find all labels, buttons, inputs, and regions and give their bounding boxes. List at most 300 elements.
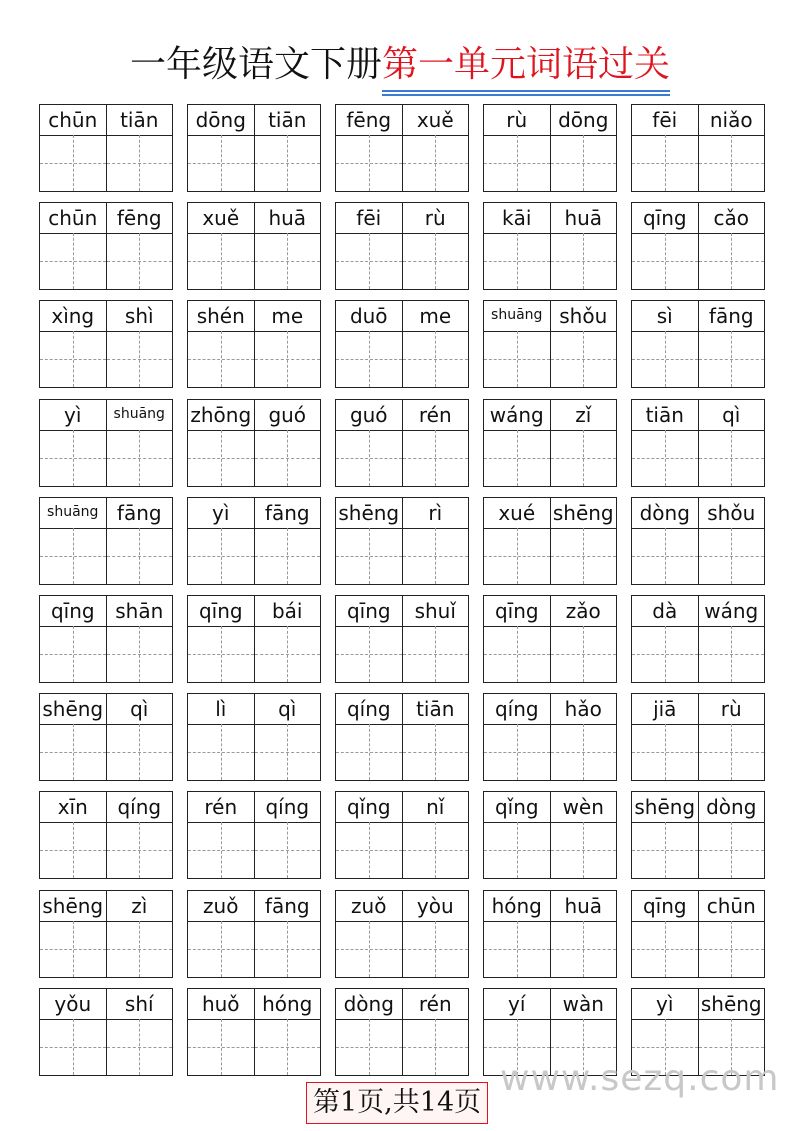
- pinyin-syllable: xuě: [202, 206, 240, 231]
- writing-row: [40, 528, 172, 584]
- writing-row: [40, 921, 172, 977]
- word-box: [631, 595, 765, 683]
- pinyin-syllable: qì: [106, 694, 173, 724]
- tianzige-cell[interactable]: [632, 430, 698, 486]
- pinyin-row: [336, 792, 468, 823]
- tianzige-cell[interactable]: [402, 430, 469, 486]
- writing-row: [188, 233, 320, 289]
- pinyin-row: [188, 301, 320, 332]
- tianzige-cell[interactable]: [254, 430, 321, 486]
- word-box: [187, 693, 321, 781]
- pinyin-syllable: cǎo: [698, 203, 765, 233]
- tianzige-cell[interactable]: [484, 921, 550, 977]
- pinyin-syllable: shí: [106, 989, 173, 1019]
- tianzige-cell[interactable]: [106, 528, 173, 584]
- pinyin-syllable: duō: [349, 304, 388, 329]
- tianzige-cell[interactable]: [402, 135, 469, 191]
- word-box: [631, 300, 765, 388]
- pinyin-syllable: chūn: [48, 206, 98, 231]
- writing-row: [336, 626, 468, 682]
- tianzige-cell[interactable]: [632, 331, 698, 387]
- pinyin-row: [336, 694, 468, 725]
- tianzige-cell[interactable]: [698, 822, 765, 878]
- writing-row: [336, 724, 468, 780]
- tianzige-cell[interactable]: [188, 528, 254, 584]
- word-box: [335, 595, 469, 683]
- pinyin-row: [40, 301, 172, 332]
- word-box: [187, 497, 321, 585]
- word-box: [39, 595, 173, 683]
- pinyin-syllable: shēng: [42, 697, 104, 722]
- writing-row: [188, 331, 320, 387]
- pinyin-syllable: kāi: [502, 206, 532, 231]
- pinyin-syllable: xìng: [51, 304, 95, 329]
- tianzige-cell[interactable]: [632, 921, 698, 977]
- word-box: [631, 693, 765, 781]
- pinyin-syllable: shān: [106, 596, 173, 626]
- pinyin-syllable: yì: [212, 500, 230, 525]
- word-box: [39, 988, 173, 1076]
- tianzige-cell[interactable]: [402, 724, 469, 780]
- title-unit-part: 第一单元词语过关: [382, 42, 670, 92]
- writing-row: [188, 135, 320, 191]
- pinyin-row: [632, 792, 764, 823]
- pinyin-syllable: qīng: [642, 893, 687, 918]
- pinyin-syllable: me: [402, 301, 469, 331]
- pinyin-row: [484, 301, 616, 332]
- pinyin-row: [336, 596, 468, 627]
- pinyin-syllable: zì: [106, 891, 173, 921]
- pinyin-syllable: zǐ: [550, 400, 617, 430]
- writing-row: [632, 331, 764, 387]
- writing-row: [484, 724, 616, 780]
- pinyin-syllable: fēi: [652, 108, 678, 132]
- tianzige-cell[interactable]: [698, 233, 765, 289]
- tianzige-cell[interactable]: [106, 331, 173, 387]
- tianzige-cell[interactable]: [106, 724, 173, 780]
- tianzige-cell[interactable]: [336, 724, 402, 780]
- word-box: [483, 104, 617, 192]
- word-row: [39, 890, 769, 978]
- pinyin-row: [188, 105, 320, 136]
- tianzige-cell[interactable]: [336, 626, 402, 682]
- tianzige-cell[interactable]: [550, 921, 617, 977]
- word-row: [39, 202, 769, 290]
- pinyin-syllable: yǒu: [54, 991, 92, 1016]
- writing-row: [336, 1019, 468, 1075]
- pinyin-syllable: yí: [508, 991, 526, 1016]
- pinyin-row: [484, 400, 616, 431]
- word-box: [39, 791, 173, 879]
- tianzige-cell[interactable]: [484, 430, 550, 486]
- tianzige-cell[interactable]: [698, 331, 765, 387]
- pinyin-syllable: wáng: [489, 402, 544, 427]
- pinyin-row: [336, 400, 468, 431]
- pinyin-row: [632, 301, 764, 332]
- writing-row: [188, 1019, 320, 1075]
- pinyin-syllable: qīng: [346, 599, 391, 623]
- tianzige-cell[interactable]: [40, 528, 106, 584]
- tianzige-cell[interactable]: [40, 724, 106, 780]
- word-box: [335, 497, 469, 585]
- writing-row: [484, 921, 616, 977]
- tianzige-cell[interactable]: [40, 430, 106, 486]
- pinyin-syllable: qīng: [494, 599, 539, 623]
- tianzige-cell[interactable]: [40, 135, 106, 191]
- tianzige-cell[interactable]: [402, 233, 469, 289]
- tianzige-cell[interactable]: [188, 135, 254, 191]
- pinyin-syllable: sì: [656, 304, 673, 329]
- word-box: [187, 300, 321, 388]
- pinyin-syllable: bái: [254, 596, 321, 626]
- tianzige-cell[interactable]: [550, 233, 617, 289]
- tianzige-cell[interactable]: [402, 1019, 469, 1075]
- pinyin-row: [188, 792, 320, 823]
- writing-row: [484, 233, 616, 289]
- tianzige-cell[interactable]: [106, 921, 173, 977]
- pinyin-syllable: yì: [656, 991, 674, 1016]
- pinyin-syllable: qǐng: [494, 795, 539, 820]
- tianzige-cell[interactable]: [550, 528, 617, 584]
- pinyin-syllable: shén: [196, 304, 245, 329]
- pinyin-syllable: hóng: [491, 893, 542, 918]
- pinyin-row: [336, 203, 468, 234]
- pinyin-syllable: shēng: [634, 795, 696, 820]
- pinyin-syllable: shǒu: [698, 498, 765, 528]
- tianzige-cell[interactable]: [254, 724, 321, 780]
- tianzige-cell[interactable]: [40, 921, 106, 977]
- word-box: [483, 890, 617, 978]
- tianzige-cell[interactable]: [632, 822, 698, 878]
- tianzige-cell[interactable]: [254, 1019, 321, 1075]
- tianzige-cell[interactable]: [550, 822, 617, 878]
- pinyin-syllable: fēng: [346, 108, 392, 132]
- word-box: [187, 890, 321, 978]
- pinyin-syllable: huā: [254, 203, 321, 233]
- tianzige-cell[interactable]: [698, 135, 765, 191]
- pinyin-row: [632, 989, 764, 1020]
- pinyin-syllable: rén: [204, 795, 238, 820]
- pinyin-syllable: qíng: [346, 697, 391, 722]
- pinyin-row: [484, 105, 616, 136]
- pinyin-syllable: shēng: [42, 893, 104, 918]
- pinyin-syllable: dōng: [195, 108, 246, 132]
- pinyin-row: [188, 596, 320, 627]
- pinyin-row: [188, 498, 320, 529]
- pinyin-row: [632, 596, 764, 627]
- pinyin-syllable: nǐ: [402, 792, 469, 822]
- writing-row: [484, 528, 616, 584]
- writing-row: [40, 331, 172, 387]
- tianzige-cell[interactable]: [254, 233, 321, 289]
- pinyin-row: [40, 498, 172, 529]
- tianzige-cell[interactable]: [698, 528, 765, 584]
- pinyin-syllable: yòu: [402, 891, 469, 921]
- writing-row: [632, 822, 764, 878]
- pinyin-syllable: hóng: [254, 989, 321, 1019]
- pinyin-row: [484, 891, 616, 922]
- pinyin-syllable: shēng: [698, 989, 765, 1019]
- pinyin-syllable: qì: [698, 400, 765, 430]
- writing-row: [336, 921, 468, 977]
- tianzige-cell[interactable]: [550, 626, 617, 682]
- tianzige-cell[interactable]: [484, 528, 550, 584]
- pinyin-syllable: tiān: [106, 105, 173, 135]
- tianzige-cell[interactable]: [188, 233, 254, 289]
- pinyin-syllable: qíng: [106, 792, 173, 822]
- word-box: [187, 104, 321, 192]
- tianzige-cell[interactable]: [550, 135, 617, 191]
- writing-row: [336, 822, 468, 878]
- pinyin-row: [336, 989, 468, 1020]
- tianzige-cell[interactable]: [188, 724, 254, 780]
- tianzige-cell[interactable]: [484, 724, 550, 780]
- word-box: [187, 202, 321, 290]
- word-box: [483, 497, 617, 585]
- writing-row: [40, 233, 172, 289]
- tianzige-cell[interactable]: [188, 822, 254, 878]
- tianzige-cell[interactable]: [336, 1019, 402, 1075]
- pinyin-syllable: zǎo: [550, 596, 617, 626]
- pinyin-syllable: shuāng: [491, 307, 543, 324]
- word-row: [39, 300, 769, 388]
- title-grade-part: 一年级语文下册: [129, 44, 382, 85]
- pinyin-syllable: huā: [550, 203, 617, 233]
- tianzige-cell[interactable]: [632, 528, 698, 584]
- pinyin-syllable: rù: [698, 694, 765, 724]
- tianzige-cell[interactable]: [106, 822, 173, 878]
- pinyin-syllable: huā: [550, 891, 617, 921]
- pinyin-row: [484, 203, 616, 234]
- tianzige-cell[interactable]: [106, 626, 173, 682]
- tianzige-cell[interactable]: [106, 430, 173, 486]
- pinyin-syllable: zhōng: [190, 402, 252, 427]
- word-row: [39, 693, 769, 781]
- pinyin-row: [632, 105, 764, 136]
- tianzige-cell[interactable]: [188, 626, 254, 682]
- pinyin-syllable: qǐng: [346, 795, 391, 820]
- writing-row: [188, 724, 320, 780]
- word-box: [631, 202, 765, 290]
- pinyin-syllable: shuāng: [106, 400, 173, 430]
- pinyin-syllable: tiān: [254, 105, 321, 135]
- writing-row: [484, 626, 616, 682]
- word-box: [187, 399, 321, 487]
- tianzige-cell[interactable]: [632, 233, 698, 289]
- writing-row: [484, 135, 616, 191]
- tianzige-cell[interactable]: [336, 135, 402, 191]
- pinyin-row: [188, 400, 320, 431]
- tianzige-cell[interactable]: [550, 331, 617, 387]
- pinyin-row: [188, 989, 320, 1020]
- writing-row: [632, 528, 764, 584]
- pinyin-syllable: qíng: [254, 792, 321, 822]
- pinyin-syllable: lì: [215, 697, 227, 722]
- word-row: [39, 104, 769, 192]
- word-box: [39, 300, 173, 388]
- writing-row: [40, 1019, 172, 1075]
- writing-row: [188, 921, 320, 977]
- tianzige-cell[interactable]: [698, 430, 765, 486]
- tianzige-cell[interactable]: [336, 528, 402, 584]
- word-row: [39, 595, 769, 683]
- pinyin-row: [40, 792, 172, 823]
- writing-row: [336, 528, 468, 584]
- tianzige-cell[interactable]: [484, 626, 550, 682]
- writing-row: [40, 626, 172, 682]
- pinyin-row: [632, 498, 764, 529]
- pinyin-syllable: guó: [254, 400, 321, 430]
- word-row: [39, 497, 769, 585]
- page-title: [0, 42, 800, 92]
- tianzige-cell[interactable]: [188, 921, 254, 977]
- word-box: [631, 890, 765, 978]
- writing-row: [632, 233, 764, 289]
- tianzige-cell[interactable]: [698, 724, 765, 780]
- pinyin-syllable: dòng: [639, 500, 690, 525]
- word-box: [335, 791, 469, 879]
- pinyin-syllable: zuǒ: [351, 893, 387, 918]
- writing-row: [188, 822, 320, 878]
- pinyin-syllable: rén: [402, 989, 469, 1019]
- word-box: [483, 399, 617, 487]
- tianzige-cell[interactable]: [698, 626, 765, 682]
- pinyin-syllable: shì: [106, 301, 173, 331]
- word-box: [39, 693, 173, 781]
- pinyin-row: [188, 203, 320, 234]
- tianzige-cell[interactable]: [254, 331, 321, 387]
- writing-row: [632, 430, 764, 486]
- pinyin-syllable: jiā: [653, 697, 677, 722]
- tianzige-cell[interactable]: [402, 921, 469, 977]
- word-box: [631, 399, 765, 487]
- writing-row: [336, 135, 468, 191]
- pinyin-row: [632, 203, 764, 234]
- tianzige-cell[interactable]: [632, 135, 698, 191]
- tianzige-cell[interactable]: [484, 331, 550, 387]
- pinyin-syllable: chūn: [698, 891, 765, 921]
- tianzige-cell[interactable]: [106, 233, 173, 289]
- word-box: [335, 104, 469, 192]
- writing-row: [336, 430, 468, 486]
- page-indicator: 第1页,共14页: [306, 1082, 488, 1124]
- word-box: [39, 890, 173, 978]
- tianzige-cell[interactable]: [188, 1019, 254, 1075]
- tianzige-cell[interactable]: [402, 626, 469, 682]
- pinyin-syllable: yì: [64, 402, 82, 427]
- pinyin-syllable: fāng: [698, 301, 765, 331]
- tianzige-cell[interactable]: [254, 626, 321, 682]
- tianzige-cell[interactable]: [188, 331, 254, 387]
- tianzige-cell[interactable]: [336, 430, 402, 486]
- word-box: [631, 791, 765, 879]
- tianzige-cell[interactable]: [484, 822, 550, 878]
- tianzige-cell[interactable]: [484, 233, 550, 289]
- pinyin-row: [632, 694, 764, 725]
- pinyin-row: [484, 596, 616, 627]
- word-box: [335, 202, 469, 290]
- word-box: [39, 497, 173, 585]
- tianzige-cell[interactable]: [402, 331, 469, 387]
- tianzige-cell[interactable]: [402, 528, 469, 584]
- tianzige-cell[interactable]: [336, 822, 402, 878]
- tianzige-cell[interactable]: [106, 1019, 173, 1075]
- pinyin-syllable: qīng: [198, 599, 243, 623]
- word-box: [335, 988, 469, 1076]
- writing-row: [336, 233, 468, 289]
- pinyin-syllable: dà: [652, 599, 678, 623]
- pinyin-row: [484, 989, 616, 1020]
- word-box: [335, 300, 469, 388]
- tianzige-cell[interactable]: [254, 921, 321, 977]
- tianzige-cell[interactable]: [254, 135, 321, 191]
- tianzige-cell[interactable]: [254, 822, 321, 878]
- pinyin-syllable: chūn: [48, 108, 98, 132]
- pinyin-syllable: shēng: [338, 500, 400, 525]
- pinyin-syllable: niǎo: [698, 105, 765, 135]
- writing-row: [484, 822, 616, 878]
- word-box: [187, 988, 321, 1076]
- writing-row: [632, 135, 764, 191]
- pinyin-syllable: fāng: [106, 498, 173, 528]
- writing-row: [40, 822, 172, 878]
- tianzige-cell[interactable]: [632, 626, 698, 682]
- pinyin-syllable: dòng: [343, 991, 394, 1016]
- word-box: [335, 693, 469, 781]
- tianzige-cell[interactable]: [40, 822, 106, 878]
- pinyin-row: [188, 891, 320, 922]
- tianzige-cell[interactable]: [40, 626, 106, 682]
- tianzige-cell[interactable]: [402, 822, 469, 878]
- word-box: [187, 595, 321, 683]
- tianzige-cell[interactable]: [550, 430, 617, 486]
- pinyin-syllable: tiān: [645, 402, 684, 427]
- pinyin-syllable: me: [254, 301, 321, 331]
- pinyin-syllable: shǒu: [550, 301, 617, 331]
- pinyin-row: [336, 498, 468, 529]
- pinyin-syllable: rén: [402, 400, 469, 430]
- tianzige-cell[interactable]: [106, 135, 173, 191]
- pinyin-syllable: fēi: [356, 206, 382, 231]
- tianzige-cell[interactable]: [40, 1019, 106, 1075]
- tianzige-cell[interactable]: [336, 331, 402, 387]
- tianzige-cell[interactable]: [336, 921, 402, 977]
- pinyin-syllable: qīng: [50, 599, 95, 623]
- pinyin-syllable: xīn: [57, 795, 88, 820]
- pinyin-row: [484, 498, 616, 529]
- pinyin-syllable: rì: [402, 498, 469, 528]
- tianzige-cell[interactable]: [40, 233, 106, 289]
- writing-row: [188, 626, 320, 682]
- tianzige-cell[interactable]: [550, 724, 617, 780]
- tianzige-cell[interactable]: [254, 528, 321, 584]
- tianzige-cell[interactable]: [632, 724, 698, 780]
- tianzige-cell[interactable]: [336, 233, 402, 289]
- pinyin-syllable: zuǒ: [203, 893, 239, 918]
- writing-row: [632, 724, 764, 780]
- word-box: [483, 300, 617, 388]
- tianzige-cell[interactable]: [40, 331, 106, 387]
- pinyin-syllable: fēng: [106, 203, 173, 233]
- word-box: [483, 202, 617, 290]
- tianzige-cell[interactable]: [484, 135, 550, 191]
- pinyin-syllable: rù: [506, 108, 528, 132]
- tianzige-cell[interactable]: [698, 921, 765, 977]
- pinyin-syllable: xuě: [402, 105, 469, 135]
- writing-row: [632, 626, 764, 682]
- tianzige-cell[interactable]: [188, 430, 254, 486]
- pinyin-syllable: huǒ: [201, 991, 240, 1016]
